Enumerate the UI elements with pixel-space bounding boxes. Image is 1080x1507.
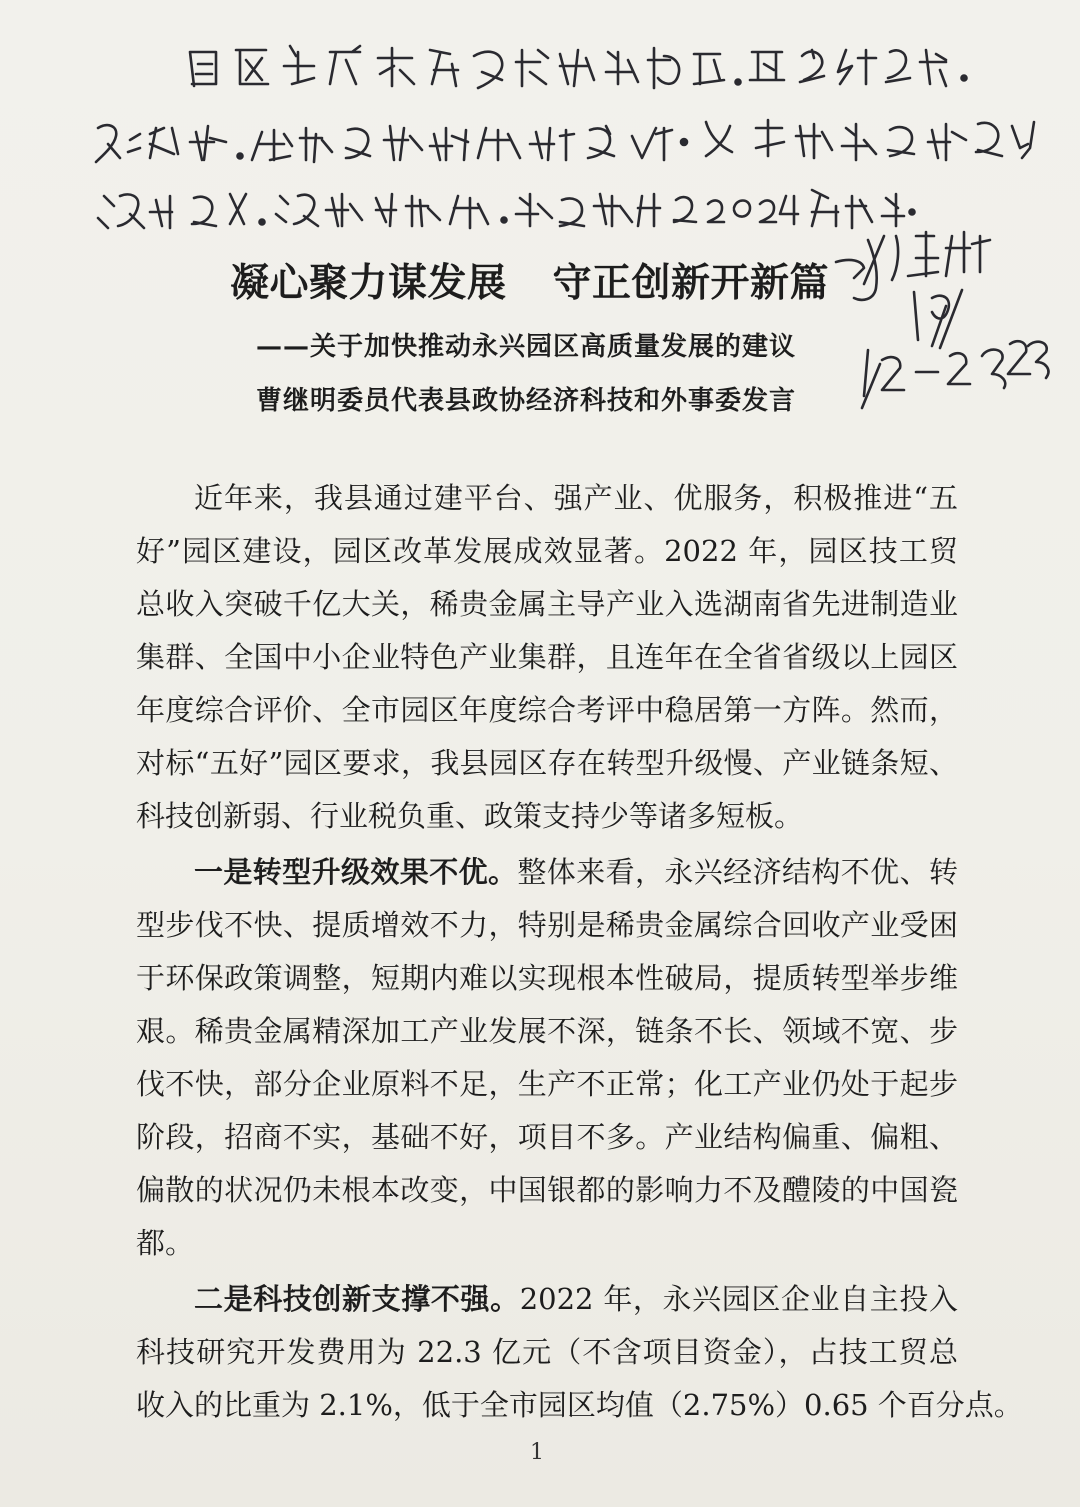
- document-subtitle: ——关于加快推动永兴园区高质量发展的建议: [256, 332, 797, 362]
- body-line: 总收入突破千亿大关，稀贵金属主导产业入选湖南省先进制造业: [136, 587, 958, 621]
- body-line: 偏散的状况仍未根本改变，中国银都的影响力不及醴陵的中国瓷: [136, 1173, 958, 1207]
- body-line: 集群、全国中小企业特色产业集群，且连年在全省省级以上园区: [136, 640, 958, 674]
- page-number: 1: [530, 1440, 544, 1465]
- speaker-line: 曹继明委员代表县政协经济科技和外事委发言: [256, 386, 797, 416]
- body-line-with-heading: [136, 852, 958, 892]
- paragraph-heading-1: 一是转型升级效果不优。: [194, 855, 518, 889]
- body-line: 收入的比重为 2.1%，低于全市园区均值（2.75%）0.65 个百分点。: [136, 1388, 1023, 1422]
- body-line: 好”园区建设，园区改革发展成效显著。2022 年，园区技工贸: [136, 534, 958, 568]
- body-line: 近年来，我县通过建平台、强产业、优服务，积极推进“五: [194, 481, 958, 515]
- body-line: 于环保政策调整，短期内难以实现根本性破局，提质转型举步维: [136, 961, 958, 995]
- document-title: [230, 252, 829, 308]
- body-line: 阶段，招商不实，基础不好，项目不多。产业结构偏重、偏粗、: [136, 1120, 958, 1154]
- title-part-2: 守正创新开新篇: [552, 260, 830, 306]
- body-line: 伐不快，部分企业原料不足，生产不正常；化工产业仍处于起步: [136, 1067, 958, 1101]
- body-line: 型步伐不快、提质增效不力，特别是稀贵金属综合回收产业受困: [136, 908, 958, 942]
- title-part-1: 凝心聚力谋发展: [230, 260, 507, 306]
- body-line-with-heading: [136, 1279, 958, 1319]
- paragraph-2-start: 2022 年，永兴园区企业自主投入: [519, 1282, 958, 1316]
- body-line: 年度综合评价、全市园区年度综合考评中稳居第一方阵。然而，: [136, 693, 958, 727]
- body-line: 对标“五好”园区要求，我县园区存在转型升级慢、产业链条短、: [136, 746, 958, 780]
- body-line: 科技创新弱、行业税负重、政策支持少等诸多短板。: [136, 799, 804, 833]
- body-line: 科技研究开发费用为 22.3 亿元（不含项目资金），占技工贸总: [136, 1335, 958, 1369]
- body-line: 艰。稀贵金属精深加工产业发展不深，链条不长、领域不宽、步: [136, 1014, 958, 1048]
- paragraph-1-start: 整体来看，永兴经济结构不优、转: [517, 855, 958, 889]
- paragraph-heading-2: 二是科技创新支撑不强。: [194, 1282, 520, 1316]
- body-line: 都。: [136, 1226, 195, 1260]
